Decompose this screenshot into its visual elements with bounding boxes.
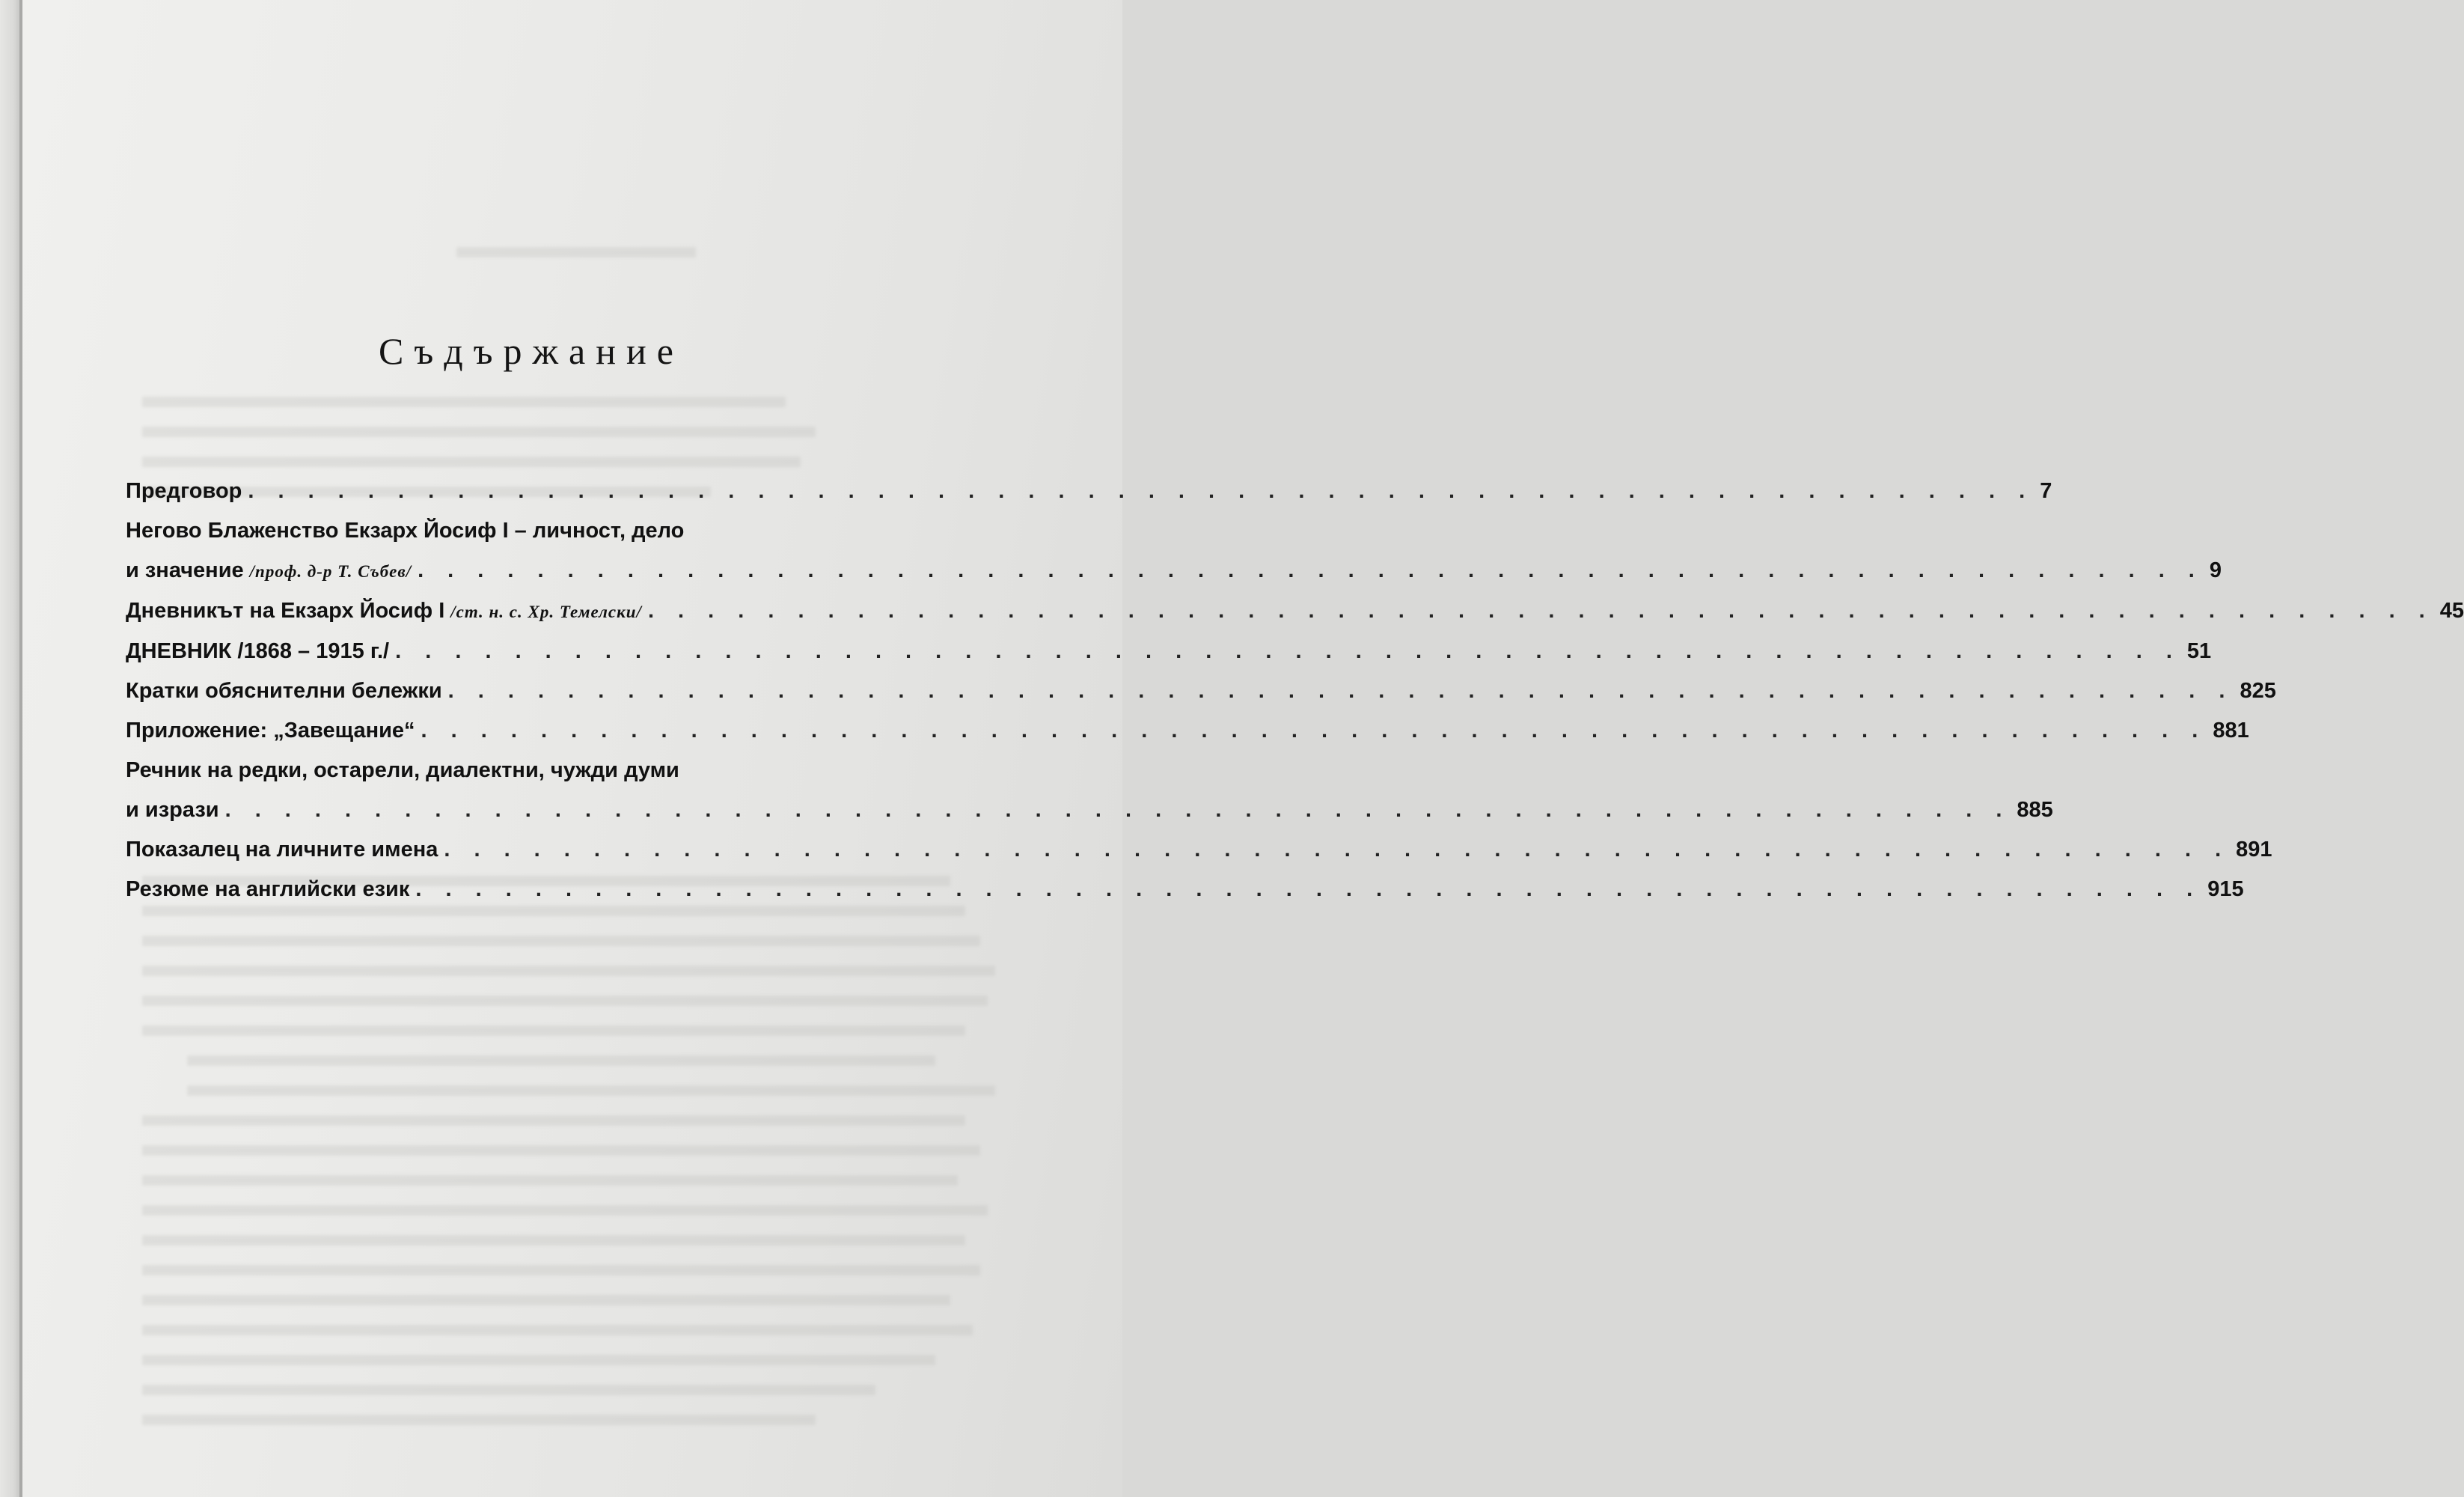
toc-entry-title: ДНЕВНИК /1868 – 1915 г./ bbox=[126, 639, 390, 663]
toc-page-number: 881 bbox=[2213, 719, 2249, 743]
toc-entry-title: Показалец на личните имена bbox=[126, 838, 438, 862]
toc-page-number: 885 bbox=[2017, 798, 2053, 822]
adjacent-page-edge bbox=[0, 0, 19, 1497]
toc-entry-title: и изрази bbox=[126, 798, 219, 822]
toc-entry-title: Дневникът на Екзарх Йосиф I bbox=[126, 599, 445, 623]
leader-dots: . . . . . . . . . . . . . . . . . . . . . . . . . . . . . . . . . . . . . . . . . . . . . . . . . . . . . . . . . . . . bbox=[395, 639, 2181, 663]
toc-entry-title: Предговор bbox=[126, 479, 242, 503]
toc-page-number: 51 bbox=[2186, 639, 2212, 663]
toc-page-number: 45 bbox=[2439, 599, 2464, 623]
toc-page-number: 915 bbox=[2207, 877, 2244, 901]
toc-title: Съдържание bbox=[379, 330, 684, 372]
toc-page-number: 891 bbox=[2236, 838, 2272, 862]
leader-dots: . . . . . . . . . . . . . . . . . . . . . . . . . . . . . . . . . . . . . . . . . . . . . . . . . . . . . . . . . . . . bbox=[444, 838, 2231, 862]
leader-dots: . . . . . . . . . . . . . . . . . . . . . . . . . . . . . . . . . . . . . . . . . . . . . . . . . . . . . . . . . . . . bbox=[224, 798, 2011, 822]
leader-dots: . . . . . . . . . . . . . . . . . . . . . . . . . . . . . . . . . . . . . . . . . . . . . . . . . . . . . . . . . . . . bbox=[421, 719, 2207, 743]
toc-entry bbox=[126, 711, 2249, 751]
toc-entry-title: Резюме на английски език bbox=[126, 877, 410, 901]
toc-entry-title: и значение bbox=[126, 558, 244, 582]
toc-entry bbox=[126, 472, 2052, 511]
toc-entry-title: Приложение: „Завещание“ bbox=[126, 719, 415, 743]
leader-dots: . . . . . . . . . . . . . . . . . . . . . . . . . . . . . . . . . . . . . . . . . . . . . . . . . . . . . . . . . . . . bbox=[647, 599, 2434, 623]
toc-entry bbox=[126, 591, 2464, 632]
toc-entry bbox=[126, 671, 2276, 711]
toc-entry bbox=[126, 751, 2053, 830]
toc-entry-title: Негово Блаженство Екзарх Йосиф I – личност, дело bbox=[126, 519, 685, 543]
toc-entry-author: /проф. д-р Т. Събев/ bbox=[249, 562, 412, 581]
toc-page-number: 825 bbox=[2240, 679, 2276, 703]
leader-dots: . . . . . . . . . . . . . . . . . . . . . . . . . . . . . . . . . . . . . . . . . . . . . . . . . . . . . . . . . . . . bbox=[418, 558, 2204, 582]
toc-entry bbox=[126, 870, 2244, 909]
leader-dots: . . . . . . . . . . . . . . . . . . . . . . . . . . . . . . . . . . . . . . . . . . . . . . . . . . . . . . . . . . . . bbox=[248, 479, 2035, 503]
toc-page-number: 7 bbox=[2040, 479, 2052, 503]
toc-page-number: 9 bbox=[2209, 558, 2222, 582]
toc-entry-title: Речник на редки, остарели, диалектни, чужди думи bbox=[126, 758, 679, 782]
toc-entry bbox=[126, 830, 2272, 870]
toc-entry-title: Кратки обяснителни бележки bbox=[126, 679, 442, 703]
toc-list bbox=[126, 472, 2464, 909]
toc-entry bbox=[126, 632, 2212, 671]
toc-entry-author: /ст. н. с. Хр. Темелски/ bbox=[450, 603, 642, 621]
toc-entry bbox=[126, 511, 2222, 591]
leader-dots: . . . . . . . . . . . . . . . . . . . . . . . . . . . . . . . . . . . . . . . . . . . . . . . . . . . . . . . . . . . . bbox=[415, 877, 2202, 901]
leader-dots: . . . . . . . . . . . . . . . . . . . . . . . . . . . . . . . . . . . . . . . . . . . . . . . . . . . . . . . . . . . . bbox=[447, 679, 2234, 703]
